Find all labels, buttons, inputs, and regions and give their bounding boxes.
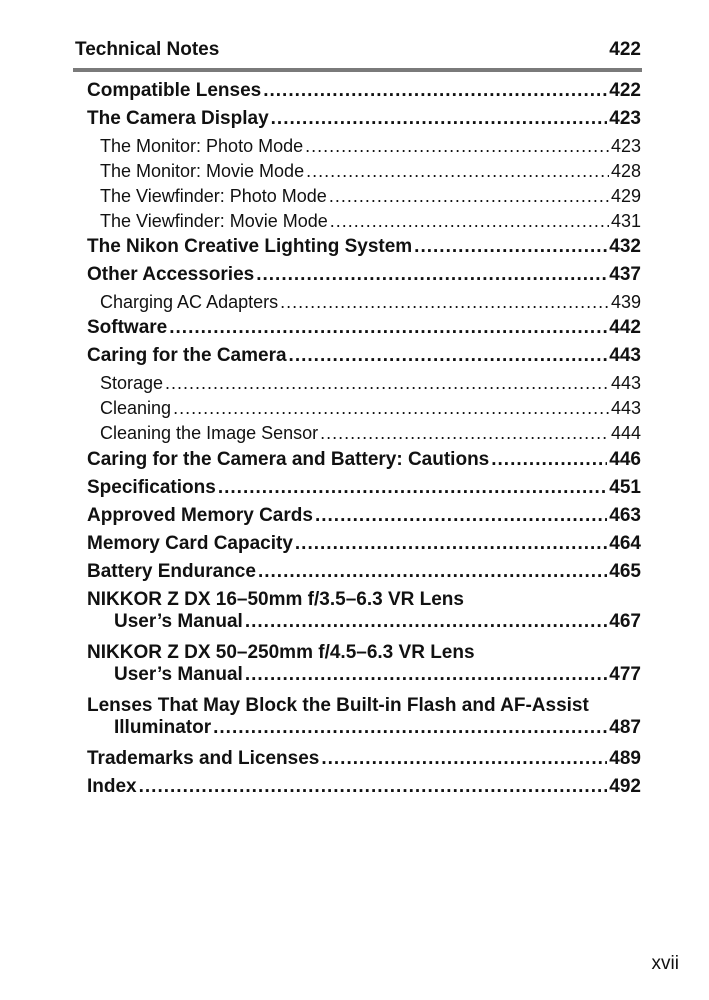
toc-entry-viewfinder-photo-mode[interactable]: [87, 186, 641, 211]
toc-entry-page: 443: [609, 345, 641, 366]
toc-entry-creative-lighting-system[interactable]: [87, 236, 641, 264]
toc-entry-page: 431: [610, 211, 641, 231]
table-of-contents: [87, 80, 641, 804]
dot-leader: [165, 373, 609, 394]
toc-entry-label: Battery Endurance: [87, 561, 256, 582]
toc-entry-camera-display[interactable]: [87, 108, 641, 136]
dot-leader: [245, 611, 607, 633]
dot-leader: [289, 345, 608, 367]
toc-entry-page: 487: [609, 717, 641, 738]
toc-entry-label: The Nikon Creative Lighting System: [87, 236, 413, 257]
dot-leader: [295, 533, 607, 555]
toc-entry-cleaning-image-sensor[interactable]: [87, 423, 641, 449]
dot-leader: [305, 136, 609, 157]
toc-entry-label: Caring for the Camera and Battery: Cautions: [87, 449, 490, 470]
toc-entry-label: Approved Memory Cards: [87, 505, 313, 526]
dot-leader: [213, 717, 607, 739]
toc-entry-title: NIKKOR Z DX 50–250mm f/4.5–6.3 VR Lens: [87, 642, 475, 663]
toc-entry-title: Lenses That May Block the Built-in Flash and AF-Assist: [87, 695, 589, 716]
toc-entry-page: 429: [610, 186, 641, 206]
toc-entry-page: 443: [610, 373, 641, 393]
toc-entry-label: Cleaning: [100, 398, 172, 418]
toc-entry-label: User’s Manual: [114, 611, 243, 632]
toc-entry-label: Cleaning the Image Sensor: [100, 423, 319, 443]
toc-entry-page: 451: [609, 477, 641, 498]
toc-entry-page: 444: [610, 423, 641, 443]
toc-entry-monitor-photo-mode[interactable]: [87, 136, 641, 161]
dot-leader: [173, 398, 609, 419]
toc-entry-label: Compatible Lenses: [87, 80, 262, 101]
dot-leader: [491, 449, 607, 471]
dot-leader: [263, 80, 607, 102]
dot-leader: [315, 505, 607, 527]
toc-entry-camera-battery-cautions[interactable]: [87, 449, 641, 477]
toc-entry-label: Index: [87, 776, 137, 797]
dot-leader: [169, 317, 607, 339]
toc-entry-page: 492: [609, 776, 641, 797]
toc-entry-page: 464: [609, 533, 641, 554]
toc-entry-label: Specifications: [87, 477, 216, 498]
toc-entry-page: 439: [610, 292, 641, 312]
toc-entry-page: 428: [610, 161, 641, 181]
dot-leader: [320, 423, 609, 444]
toc-entry-caring-for-camera[interactable]: [87, 345, 641, 373]
toc-entry-title: NIKKOR Z DX 16–50mm f/3.5–6.3 VR Lens: [87, 589, 464, 610]
dot-leader: [329, 186, 609, 207]
dot-leader: [330, 211, 609, 232]
toc-entry-label: The Monitor: Photo Mode: [100, 136, 304, 156]
toc-entry-specifications[interactable]: [87, 477, 641, 505]
dot-leader: [306, 161, 609, 182]
dot-leader: [280, 292, 609, 313]
toc-entry-label: The Camera Display: [87, 108, 269, 129]
toc-entry-trademarks-licenses[interactable]: [87, 748, 641, 776]
header-rule: [73, 68, 642, 72]
toc-entry-page: 477: [609, 664, 641, 685]
toc-entry-label: The Monitor: Movie Mode: [100, 161, 305, 181]
toc-entry-label: Charging AC Adapters: [100, 292, 279, 312]
toc-entry-approved-memory-cards[interactable]: [87, 505, 641, 533]
toc-entry-page: 443: [610, 398, 641, 418]
toc-entry-page: 423: [609, 108, 641, 129]
toc-entry-software[interactable]: [87, 317, 641, 345]
toc-entry-page: 437: [609, 264, 641, 285]
toc-entry-page: 423: [610, 136, 641, 156]
toc-entry-page: 422: [609, 80, 641, 101]
toc-entry-page: 442: [609, 317, 641, 338]
toc-entry-page: 463: [609, 505, 641, 526]
toc-entry-page: 446: [609, 449, 641, 470]
toc-entry-monitor-movie-mode[interactable]: [87, 161, 641, 186]
toc-entry-label: Caring for the Camera: [87, 345, 287, 366]
toc-entry-page: 465: [609, 561, 641, 582]
page-folio: xvii: [651, 953, 679, 974]
toc-entry-battery-endurance[interactable]: [87, 561, 641, 589]
toc-entry-nikkor-16-50-manual[interactable]: [87, 589, 641, 642]
toc-entry-label: Software: [87, 317, 168, 338]
toc-entry-label: User’s Manual: [114, 664, 243, 685]
toc-entry-nikkor-50-250-manual[interactable]: [87, 642, 641, 695]
dot-leader: [139, 776, 608, 798]
section-page-number: 422: [609, 39, 641, 60]
toc-entry-page: 432: [609, 236, 641, 257]
toc-entry-viewfinder-movie-mode[interactable]: [87, 211, 641, 236]
toc-entry-label: Trademarks and Licenses: [87, 748, 320, 769]
toc-entry-index[interactable]: [87, 776, 641, 804]
toc-entry-other-accessories[interactable]: [87, 264, 641, 292]
toc-entry-cleaning[interactable]: [87, 398, 641, 423]
dot-leader: [256, 264, 607, 286]
toc-entry-label: The Viewfinder: Photo Mode: [100, 186, 327, 206]
dot-leader: [218, 477, 607, 499]
toc-entry-label: Illuminator: [114, 717, 212, 738]
toc-entry-label: The Viewfinder: Movie Mode: [100, 211, 328, 231]
toc-entry-page: 489: [609, 748, 641, 769]
toc-entry-label: Other Accessories: [87, 264, 255, 285]
section-title: Technical Notes: [75, 39, 220, 60]
toc-entry-page: 467: [609, 611, 641, 632]
dot-leader: [414, 236, 607, 258]
section-header: [75, 36, 641, 64]
toc-entry-storage[interactable]: [87, 373, 641, 398]
dot-leader: [258, 561, 607, 583]
dot-leader: [321, 748, 607, 770]
toc-entry-memory-card-capacity[interactable]: [87, 533, 641, 561]
toc-entry-label: Storage: [100, 373, 164, 393]
toc-entry-label: Memory Card Capacity: [87, 533, 293, 554]
dot-leader: [245, 664, 607, 686]
toc-entry-lenses-block-flash[interactable]: [87, 695, 641, 748]
toc-entry-charging-ac-adapters[interactable]: [87, 292, 641, 317]
dot-leader: [271, 108, 608, 130]
toc-entry-compatible-lenses[interactable]: [87, 80, 641, 108]
